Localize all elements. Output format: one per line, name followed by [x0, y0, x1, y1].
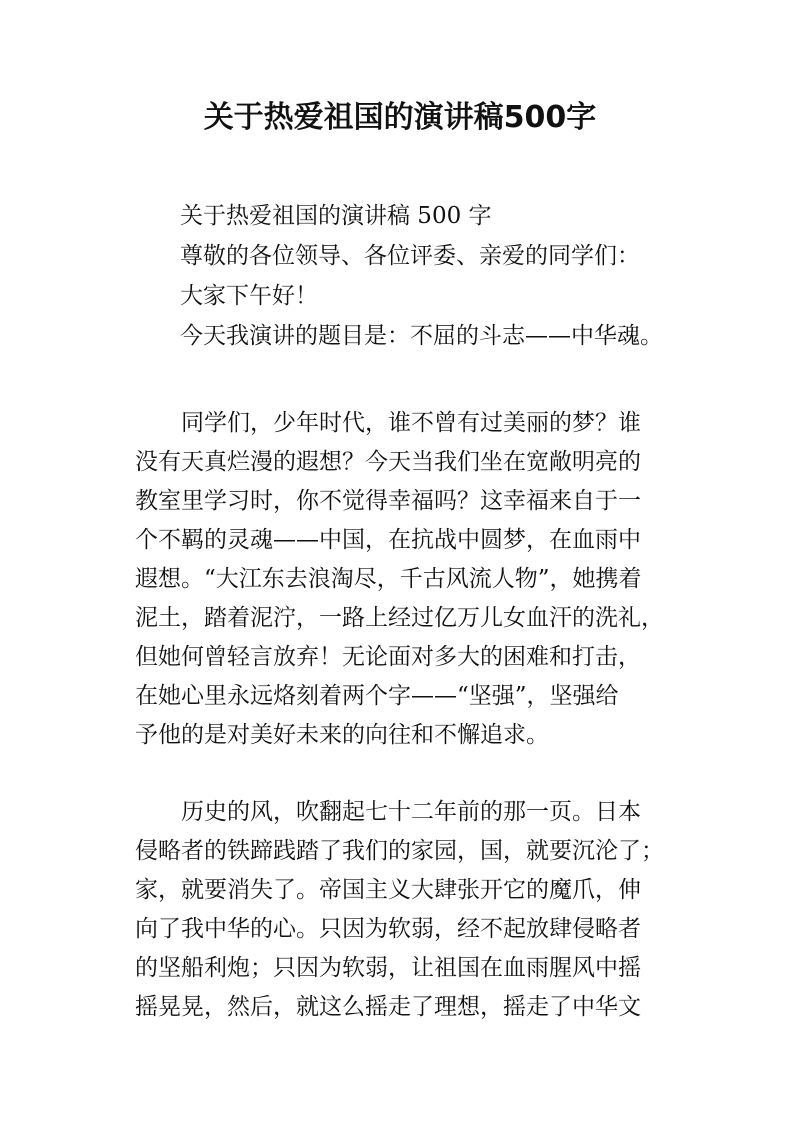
paragraph-line: 没有天真烂漫的遐想？今天当我们坐在宽敞明亮的 — [135, 449, 641, 475]
paragraph-line: 教室里学习时，你不觉得幸福吗？这幸福来自于一 — [135, 488, 641, 514]
paragraph-line: 家，就要消失了。帝国主义大肆张开它的魔爪，伸 — [135, 877, 641, 903]
intro-line: 今天我演讲的题目是：不屈的斗志——中华魂。 — [180, 323, 663, 349]
paragraph-line: 个不羁的灵魂——中国，在抗战中圆梦，在血雨中 — [135, 527, 641, 553]
paragraph-line: 向了我中华的心。只因为软弱，经不起放肆侵略者 — [135, 916, 641, 942]
paragraph-1 — [135, 404, 680, 755]
intro-line: 关于热爱祖国的演讲稿 500 字 — [180, 203, 492, 229]
intro-line: 大家下午好！ — [180, 283, 318, 309]
paragraph-line: 的坚船利炮；只因为软弱，让祖国在血雨腥风中摇 — [135, 955, 641, 981]
document-title: 关于热爱祖国的演讲稿500字 — [203, 100, 597, 135]
paragraph-line: 侵略者的铁蹄践踏了我们的家园，国，就要沉沦了； — [135, 838, 664, 864]
paragraph-line: 历史的风，吹翻起七十二年前的那一页。日本 — [181, 799, 641, 825]
paragraph-line: 同学们，少年时代，谁不曾有过美丽的梦？谁 — [181, 410, 641, 436]
paragraph-2 — [135, 793, 680, 1027]
paragraph-line: 遐想。“大江东去浪淘尽，千古风流人物”，她携着 — [135, 566, 642, 592]
paragraph-line: 泥土，踏着泥泞，一路上经过亿万儿女血汗的洗礼， — [135, 605, 664, 631]
intro-block — [180, 196, 720, 356]
paragraph-line: 摇晃晃，然后，就这么摇走了理想，摇走了中华文 — [135, 994, 641, 1020]
intro-line: 尊敬的各位领导、各位评委、亲爱的同学们： — [180, 243, 640, 269]
paragraph-line: 在她心里永远烙刻着两个字——“坚强”，坚强给 — [135, 683, 619, 709]
paragraph-line: 但她何曾轻言放弃！无论面对多大的困难和打击， — [135, 644, 641, 670]
paragraph-line: 予他的是对美好未来的向往和不懈追求。 — [135, 722, 549, 748]
